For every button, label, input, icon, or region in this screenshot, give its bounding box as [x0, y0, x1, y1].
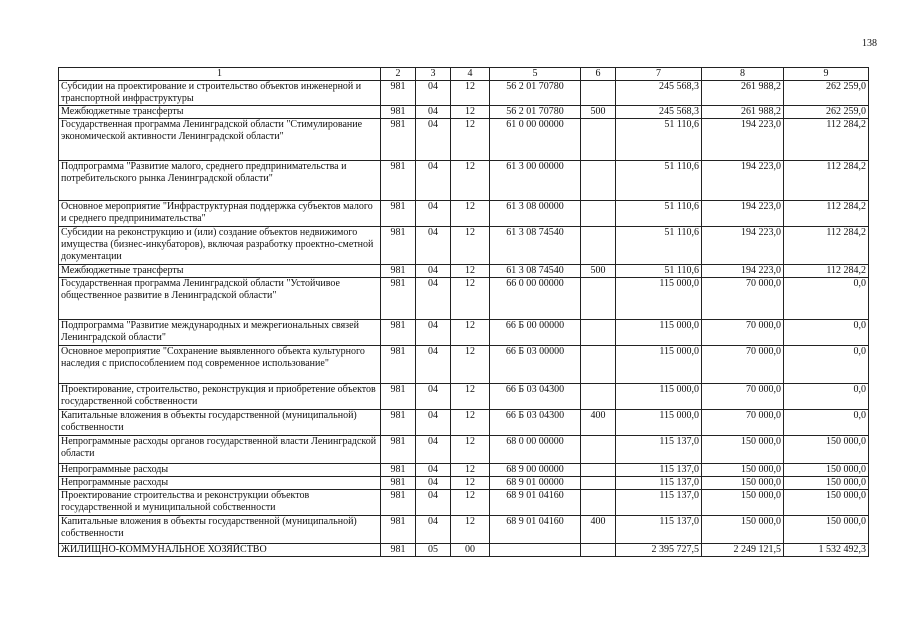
- row-target-code: 61 3 08 00000: [490, 201, 581, 227]
- row-value-8: 194 223,0: [702, 265, 784, 278]
- row-target-code: [490, 544, 581, 557]
- row-section: 04: [416, 516, 451, 544]
- row-value-7: 245 568,3: [616, 106, 702, 119]
- row-value-8: 70 000,0: [702, 346, 784, 384]
- row-code: 981: [381, 464, 416, 477]
- row-value-7: 115 000,0: [616, 384, 702, 410]
- row-target-code: 66 Б 03 04300: [490, 410, 581, 436]
- row-value-8: 70 000,0: [702, 410, 784, 436]
- row-code: 981: [381, 544, 416, 557]
- table-row: [59, 227, 869, 265]
- row-code: 981: [381, 81, 416, 106]
- row-value-9: 0,0: [784, 384, 869, 410]
- row-section: 04: [416, 384, 451, 410]
- row-target-code: 68 0 00 00000: [490, 436, 581, 464]
- column-number-6: 6: [581, 68, 616, 81]
- row-value-8: 150 000,0: [702, 477, 784, 490]
- row-value-9: 1 532 492,3: [784, 544, 869, 557]
- row-code: 981: [381, 320, 416, 346]
- row-target-code: 66 0 00 00000: [490, 278, 581, 320]
- row-value-8: 150 000,0: [702, 516, 784, 544]
- table-row: [59, 410, 869, 436]
- row-value-9: 150 000,0: [784, 464, 869, 477]
- row-value-7: 115 000,0: [616, 320, 702, 346]
- table-row: [59, 119, 869, 161]
- row-section: 04: [416, 227, 451, 265]
- row-subsection: 12: [451, 81, 490, 106]
- column-number-8: 8: [702, 68, 784, 81]
- row-subsection: 12: [451, 106, 490, 119]
- row-section: 04: [416, 201, 451, 227]
- row-code: 981: [381, 490, 416, 516]
- row-name: Проектирование, строительство, реконструкция и приобретение объектов государственной собственности: [59, 384, 381, 410]
- row-name: Капитальные вложения в объекты государственной (муниципальной) собственности: [59, 410, 381, 436]
- row-section: 04: [416, 464, 451, 477]
- row-target-code: 61 3 00 00000: [490, 161, 581, 201]
- column-number-5: 5: [490, 68, 581, 81]
- row-expense-type: 400: [581, 516, 616, 544]
- row-expense-type: 400: [581, 410, 616, 436]
- table-row: [59, 201, 869, 227]
- row-value-9: 262 259,0: [784, 106, 869, 119]
- row-subsection: 12: [451, 278, 490, 320]
- row-section: 04: [416, 161, 451, 201]
- row-section: 04: [416, 265, 451, 278]
- row-value-7: 115 137,0: [616, 516, 702, 544]
- row-value-7: 2 395 727,5: [616, 544, 702, 557]
- row-name: Непрограммные расходы: [59, 464, 381, 477]
- row-value-9: 0,0: [784, 320, 869, 346]
- row-target-code: 66 Б 03 04300: [490, 384, 581, 410]
- row-section: 04: [416, 106, 451, 119]
- row-value-7: 115 137,0: [616, 436, 702, 464]
- row-value-7: 115 000,0: [616, 346, 702, 384]
- row-code: 981: [381, 436, 416, 464]
- row-value-8: 194 223,0: [702, 119, 784, 161]
- row-target-code: 61 3 08 74540: [490, 227, 581, 265]
- row-subsection: 12: [451, 436, 490, 464]
- row-expense-type: [581, 278, 616, 320]
- row-value-7: 115 000,0: [616, 410, 702, 436]
- row-name: Межбюджетные трансферты: [59, 106, 381, 119]
- row-expense-type: [581, 436, 616, 464]
- row-section: 04: [416, 81, 451, 106]
- table-row: [59, 490, 869, 516]
- row-section: 05: [416, 544, 451, 557]
- row-value-7: 51 110,6: [616, 119, 702, 161]
- column-number-1: 1: [59, 68, 381, 81]
- row-expense-type: [581, 346, 616, 384]
- table-row: [59, 81, 869, 106]
- row-value-8: 194 223,0: [702, 201, 784, 227]
- row-target-code: 68 9 01 00000: [490, 477, 581, 490]
- row-name: Непрограммные расходы: [59, 477, 381, 490]
- row-expense-type: [581, 227, 616, 265]
- row-section: 04: [416, 410, 451, 436]
- row-value-9: 112 284,2: [784, 265, 869, 278]
- row-subsection: 12: [451, 464, 490, 477]
- row-value-8: 150 000,0: [702, 464, 784, 477]
- row-subsection: 12: [451, 410, 490, 436]
- row-code: 981: [381, 410, 416, 436]
- row-section: 04: [416, 477, 451, 490]
- row-target-code: 61 0 00 00000: [490, 119, 581, 161]
- row-value-9: 112 284,2: [784, 119, 869, 161]
- row-subsection: 12: [451, 490, 490, 516]
- row-value-9: 0,0: [784, 410, 869, 436]
- row-subsection: 12: [451, 161, 490, 201]
- row-value-9: 150 000,0: [784, 516, 869, 544]
- row-value-9: 150 000,0: [784, 490, 869, 516]
- row-value-9: 0,0: [784, 278, 869, 320]
- row-code: 981: [381, 265, 416, 278]
- row-subsection: 12: [451, 516, 490, 544]
- row-section: 04: [416, 278, 451, 320]
- column-number-4: 4: [451, 68, 490, 81]
- row-target-code: 68 9 00 00000: [490, 464, 581, 477]
- row-subsection: 12: [451, 265, 490, 278]
- row-name: Непрограммные расходы органов государственной власти Ленинградской области: [59, 436, 381, 464]
- row-name: Субсидии на проектирование и строительство объектов инженерной и транспортной инфраструктуры: [59, 81, 381, 106]
- row-value-8: 70 000,0: [702, 320, 784, 346]
- row-value-9: 262 259,0: [784, 81, 869, 106]
- row-code: 981: [381, 161, 416, 201]
- row-subsection: 12: [451, 477, 490, 490]
- row-value-8: 2 249 121,5: [702, 544, 784, 557]
- row-section: 04: [416, 436, 451, 464]
- table-row: [59, 477, 869, 490]
- row-expense-type: [581, 490, 616, 516]
- row-value-8: 194 223,0: [702, 161, 784, 201]
- row-expense-type: [581, 544, 616, 557]
- table-row: [59, 106, 869, 119]
- row-expense-type: [581, 119, 616, 161]
- table-row: [59, 464, 869, 477]
- row-name: Проектирование строительства и реконструкции объектов государственной и муниципальной собственности: [59, 490, 381, 516]
- row-code: 981: [381, 201, 416, 227]
- row-section: 04: [416, 320, 451, 346]
- row-value-7: 115 000,0: [616, 278, 702, 320]
- row-subsection: 00: [451, 544, 490, 557]
- row-expense-type: [581, 81, 616, 106]
- row-name: Государственная программа Ленинградской области "Устойчивое общественное развитие в Ленинградской области": [59, 278, 381, 320]
- row-target-code: 66 Б 03 00000: [490, 346, 581, 384]
- column-number-2: 2: [381, 68, 416, 81]
- page-number: 138: [862, 38, 877, 49]
- row-subsection: 12: [451, 227, 490, 265]
- row-target-code: 68 9 01 04160: [490, 516, 581, 544]
- row-code: 981: [381, 477, 416, 490]
- row-value-7: 51 110,6: [616, 227, 702, 265]
- row-section: 04: [416, 490, 451, 516]
- row-target-code: 56 2 01 70780: [490, 81, 581, 106]
- row-value-9: 150 000,0: [784, 477, 869, 490]
- row-expense-type: [581, 464, 616, 477]
- row-expense-type: 500: [581, 106, 616, 119]
- row-value-9: 112 284,2: [784, 201, 869, 227]
- row-value-7: 51 110,6: [616, 161, 702, 201]
- row-subsection: 12: [451, 119, 490, 161]
- row-subsection: 12: [451, 320, 490, 346]
- row-value-7: 51 110,6: [616, 265, 702, 278]
- row-target-code: 56 2 01 70780: [490, 106, 581, 119]
- row-name: Государственная программа Ленинградской области "Стимулирование экономической активности Ленинградской области": [59, 119, 381, 161]
- row-value-9: 112 284,2: [784, 227, 869, 265]
- row-expense-type: [581, 384, 616, 410]
- row-value-9: 150 000,0: [784, 436, 869, 464]
- row-name: Межбюджетные трансферты: [59, 265, 381, 278]
- row-value-8: 261 988,2: [702, 81, 784, 106]
- row-value-9: 112 284,2: [784, 161, 869, 201]
- table-row: [59, 265, 869, 278]
- row-expense-type: [581, 477, 616, 490]
- row-code: 981: [381, 119, 416, 161]
- table-row: [59, 320, 869, 346]
- row-name: Подпрограмма "Развитие международных и межрегиональных связей Ленинградской области": [59, 320, 381, 346]
- row-subsection: 12: [451, 346, 490, 384]
- row-value-8: 261 988,2: [702, 106, 784, 119]
- row-value-7: 115 137,0: [616, 464, 702, 477]
- row-name: Субсидии на реконструкцию и (или) создание объектов недвижимого имущества (бизнес-инкубаторов), включая разработку проектно-сметной документации: [59, 227, 381, 265]
- column-number-7: 7: [616, 68, 702, 81]
- table-row: [59, 346, 869, 384]
- row-code: 981: [381, 106, 416, 119]
- row-expense-type: [581, 320, 616, 346]
- row-target-code: 61 3 08 74540: [490, 265, 581, 278]
- column-number-9: 9: [784, 68, 869, 81]
- row-code: 981: [381, 227, 416, 265]
- table-row-section-total: [59, 544, 869, 557]
- row-name: Основное мероприятие "Инфраструктурная поддержка субъектов малого и среднего предпринимательства": [59, 201, 381, 227]
- row-target-code: 66 Б 00 00000: [490, 320, 581, 346]
- row-value-9: 0,0: [784, 346, 869, 384]
- row-name: ЖИЛИЩНО-КОММУНАЛЬНОЕ ХОЗЯЙСТВО: [59, 544, 381, 557]
- table-row: [59, 161, 869, 201]
- column-number-3: 3: [416, 68, 451, 81]
- row-value-7: 245 568,3: [616, 81, 702, 106]
- row-subsection: 12: [451, 201, 490, 227]
- row-value-8: 70 000,0: [702, 278, 784, 320]
- row-code: 981: [381, 278, 416, 320]
- row-name: Капитальные вложения в объекты государственной (муниципальной) собственности: [59, 516, 381, 544]
- row-expense-type: 500: [581, 265, 616, 278]
- row-subsection: 12: [451, 384, 490, 410]
- row-target-code: 68 9 01 04160: [490, 490, 581, 516]
- table-row: [59, 516, 869, 544]
- row-expense-type: [581, 201, 616, 227]
- row-code: 981: [381, 346, 416, 384]
- row-value-7: 51 110,6: [616, 201, 702, 227]
- row-code: 981: [381, 516, 416, 544]
- row-name: Подпрограмма "Развитие малого, среднего предпринимательства и потребительского рынка Ленинградской области": [59, 161, 381, 201]
- row-name: Основное мероприятие "Сохранение выявленного объекта культурного наследия с приспособлением под современное использование": [59, 346, 381, 384]
- table-header-row: [59, 68, 869, 81]
- table-row: [59, 384, 869, 410]
- row-value-7: 115 137,0: [616, 477, 702, 490]
- row-value-7: 115 137,0: [616, 490, 702, 516]
- row-code: 981: [381, 384, 416, 410]
- table-row: [59, 278, 869, 320]
- row-section: 04: [416, 346, 451, 384]
- row-value-8: 150 000,0: [702, 490, 784, 516]
- table-row: [59, 436, 869, 464]
- row-value-8: 150 000,0: [702, 436, 784, 464]
- row-value-8: 194 223,0: [702, 227, 784, 265]
- budget-table: [58, 67, 869, 557]
- row-section: 04: [416, 119, 451, 161]
- row-expense-type: [581, 161, 616, 201]
- row-value-8: 70 000,0: [702, 384, 784, 410]
